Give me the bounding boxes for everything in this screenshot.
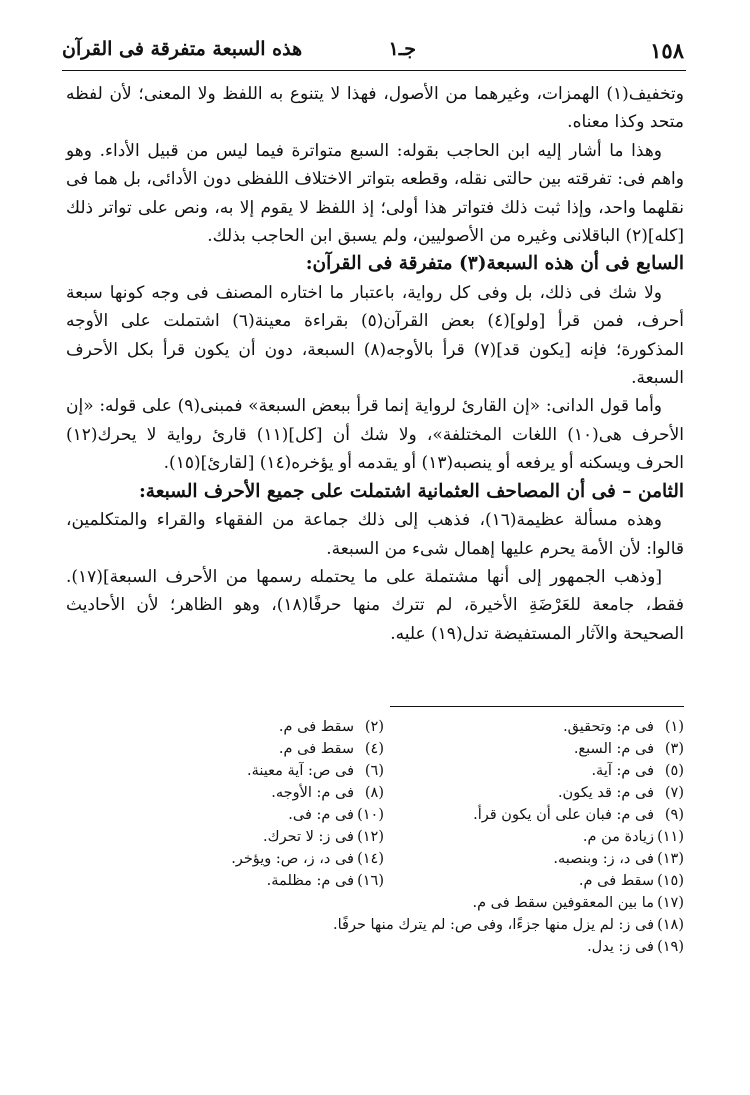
footnote-8	[271, 782, 384, 804]
footnote-rule	[390, 706, 684, 707]
footnote-text: فى ز: لا تحرك.	[263, 829, 354, 845]
footnote-text: فى م: قد يكون.	[557, 785, 654, 801]
footnote-14	[231, 848, 384, 870]
footnote-number: (٣)	[664, 741, 684, 757]
footnote-text: زيادة من م.	[582, 829, 654, 845]
footnote-text: فى م: فبان على أن يكون قرأ.	[473, 807, 654, 823]
running-title: هذه السبعة متفرقة فى القرآن	[62, 38, 303, 60]
footnote-number: (١١)	[657, 829, 684, 845]
section-heading-eighth: الثامن – فى أن المصاحف العثمانية اشتملت على جميع الأحرف السبعة:	[138, 480, 684, 502]
section-heading-seventh: السابع فى أن هذه السبعة(٣) متفرقة فى القرآن:	[305, 253, 684, 275]
main-text	[66, 80, 684, 648]
footnote-3	[574, 738, 684, 760]
volume-marker: جـ١	[388, 38, 416, 60]
paragraph-6: [وذهب الجمهور إلى أنها مشتملة على ما يحتمله رسمها من الأحرف السبعة](١٧). فقط، جامعة للعَرْضَةِ الأخيرة، لم تترك منها حرفًا(١٨)، وهو الظاهر؛ لأن الأحاديث الصحيحة والآثار المستفيضة تدل(١٩) عليه.	[66, 566, 684, 644]
footnote-number: (١٣)	[657, 851, 684, 867]
footnote-9	[473, 804, 684, 826]
footnote-number: (١٤)	[357, 851, 384, 867]
footnote-text: سقط فى م.	[278, 741, 354, 757]
footnote-17	[472, 892, 684, 914]
footnote-text: فى ز: لم يزل منها جزءًا، وفى ص: لم يترك منها حرفًا.	[332, 917, 654, 933]
paragraph-3: ولا شك فى ذلك، بل وفى كل رواية، باعتبار ما اختاره المصنف فى وجه كونها سبعة أحرف، فمن قرأ [ولو](٤) بعض القرآن(٥) بقراءة معينة(٦) اشتملت على الأوجه المذكورة؛ فإنه [يكون قد](٧) قرأ بالأوجه(٨) السبعة، دون أن يكون قرأ بكل الأحرف السبعة.	[66, 282, 684, 389]
footnote-number: (١٥)	[657, 873, 684, 889]
paragraph-1: وتخفيف(١) الهمزات، وغيرهما من الأصول، فهذا لا يتنوع به اللفظ ولا المعنى؛ لأن لفظه متحد وكذا معناه.	[66, 84, 684, 133]
footnote-15	[579, 870, 684, 892]
footnote-1	[563, 716, 684, 738]
footnote-13	[553, 848, 684, 870]
footnote-text: فى م: فى.	[288, 807, 354, 823]
footnote-number: (١٧)	[657, 895, 684, 911]
footnote-text: فى م: وتحقيق.	[563, 719, 654, 735]
footnote-number: (١)	[664, 719, 684, 735]
running-header	[62, 34, 684, 70]
footnote-number: (٢)	[364, 719, 384, 735]
footnote-5	[591, 760, 684, 782]
footnote-text: فى ص: آية معينة.	[247, 763, 354, 779]
footnote-number: (٦)	[364, 763, 384, 779]
footnote-text: فى م: مظلمة.	[266, 873, 354, 889]
footnote-number: (٧)	[664, 785, 684, 801]
footnote-text: فى م: السبع.	[573, 741, 654, 757]
footnote-text: فى م: آية.	[591, 763, 654, 779]
footnote-number: (١٠)	[357, 807, 384, 823]
page-number: ١٥٨	[650, 38, 684, 63]
footnote-text: فى ز: يدل.	[587, 939, 654, 955]
footnote-text: فى د، ز، ص: ويؤخر.	[231, 851, 354, 867]
footnote-10	[288, 804, 384, 826]
footnote-16	[267, 870, 384, 892]
footnote-7	[558, 782, 684, 804]
header-rule	[62, 70, 686, 71]
paragraph-5: وهذه مسألة عظيمة(١٦)، فذهب إلى ذلك جماعة من الفقهاء والقراء والمتكلمين، قالوا: لأن الأمة يحرم عليها إهمال شىء من السبعة.	[66, 510, 684, 559]
footnote-number: (١٩)	[657, 939, 684, 955]
footnote-number: (٩)	[664, 807, 684, 823]
footnote-number: (٥)	[664, 763, 684, 779]
footnote-number: (١٢)	[357, 829, 384, 845]
footnote-number: (٨)	[364, 785, 384, 801]
paragraph-2: وهذا ما أشار إليه ابن الحاجب بقوله: السبع متواترة فيما ليس من قبيل الأداء. وهو واهم فى: تفرقته بين حالتى نقله، وقطعه بتواتر الاختلاف اللفظى دون الأدائى، بل هما فى نقلهما واحد، وإذا ثبت ذلك فتواتر هذا أولى؛ إذ اللفظ لا يقوم إلا به، ونص على تواتر ذلك [كله](٢) الباقلانى وغيره من الأصوليين، ولم يسبق ابن الحاجب بذلك.	[66, 140, 684, 247]
footnote-text: سقط فى م.	[278, 719, 354, 735]
footnote-18	[333, 914, 684, 936]
footnote-2	[279, 716, 384, 738]
footnote-19	[587, 936, 684, 958]
footnotes	[66, 716, 684, 1016]
paragraph-4: وأما قول الدانى: «إن القارئ لرواية إنما قرأ ببعض السبعة» فمبنى(٩) على قوله: «إن الأحرف هى(١٠) اللغات المختلفة»، ولا شك أن [كل](١١) قارئ رواية لا يحرك(١٢) الحرف ويسكنه أو يرفعه أو ينصبه(١٣) أو يقدمه أو يؤخره(١٤) [لقارئ](١٥).	[66, 396, 684, 474]
footnote-text: سقط فى م.	[578, 873, 654, 889]
footnote-number: (١٨)	[657, 917, 684, 933]
footnote-text: فى م: الأوجه.	[271, 785, 354, 801]
footnote-6	[247, 760, 384, 782]
footnote-12	[263, 826, 384, 848]
footnote-text: فى د، ز: وبنصبه.	[553, 851, 654, 867]
footnote-text: ما بين المعقوفين سقط فى م.	[472, 895, 654, 911]
footnote-number: (١٦)	[357, 873, 384, 889]
footnote-11	[583, 826, 684, 848]
footnote-4	[279, 738, 384, 760]
footnote-number: (٤)	[364, 741, 384, 757]
